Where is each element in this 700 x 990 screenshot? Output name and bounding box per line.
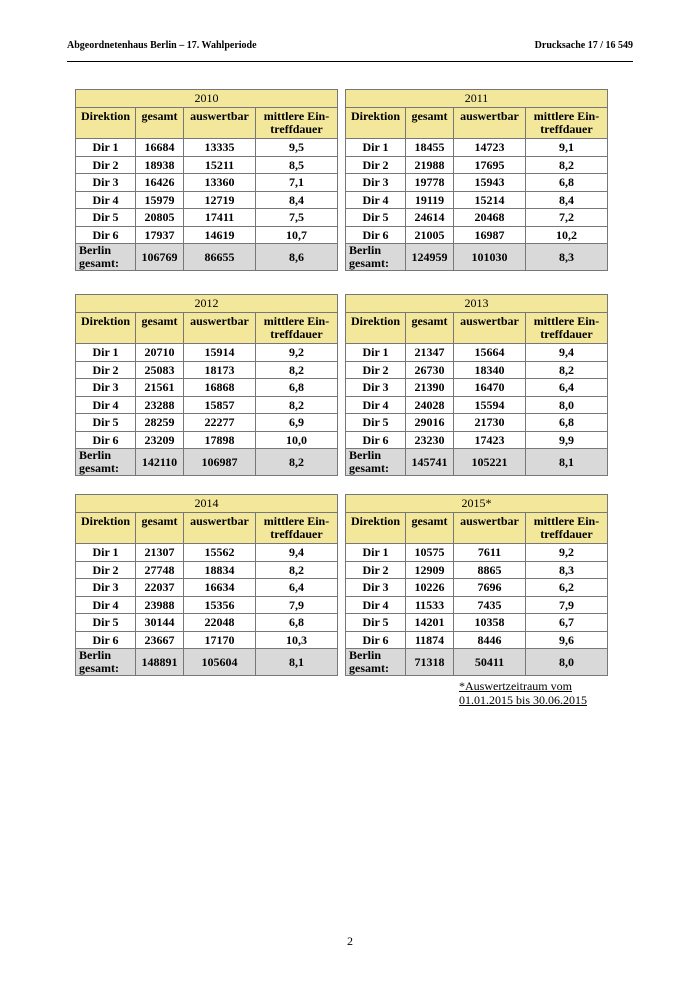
table-cell: 17898	[184, 431, 256, 449]
table-cell: 25083	[136, 361, 184, 379]
total-row	[346, 449, 608, 476]
table-cell: 6,9	[256, 414, 338, 432]
table-row	[76, 396, 338, 414]
table-cell: 19119	[406, 191, 454, 209]
table-cell: Dir 5	[76, 209, 136, 227]
table-row	[76, 209, 338, 227]
table-cell: 17695	[454, 156, 526, 174]
table-cell: 11533	[406, 596, 454, 614]
table-cell: 8,3	[526, 561, 608, 579]
table-cell: 18834	[184, 561, 256, 579]
table-row	[346, 379, 608, 397]
table-cell: 20805	[136, 209, 184, 227]
table-row	[346, 139, 608, 157]
footnote-line-1: *Auswertzeitraum vom	[459, 679, 572, 693]
table-cell: Dir 6	[76, 631, 136, 649]
column-header: auswertbar	[184, 313, 256, 344]
total-cell: 8,1	[526, 449, 608, 476]
column-header: gesamt	[136, 108, 184, 139]
table-row	[76, 544, 338, 562]
column-header: Direktion	[346, 108, 406, 139]
table-cell: 11874	[406, 631, 454, 649]
total-row	[346, 649, 608, 676]
table-row	[76, 361, 338, 379]
table-row	[76, 614, 338, 632]
table-cell: 8865	[454, 561, 526, 579]
table-cell: 6,8	[256, 379, 338, 397]
table-cell: Dir 2	[346, 156, 406, 174]
table-row	[346, 226, 608, 244]
total-cell: 101030	[454, 244, 526, 271]
table-row	[76, 579, 338, 597]
table-cell: 22048	[184, 614, 256, 632]
table-cell: 7435	[454, 596, 526, 614]
column-header: gesamt	[406, 313, 454, 344]
table-cell: 20468	[454, 209, 526, 227]
table-cell: 10575	[406, 544, 454, 562]
table-cell: 7,5	[256, 209, 338, 227]
table-cell: 10,7	[256, 226, 338, 244]
table-cell: Dir 5	[346, 614, 406, 632]
table-cell: 10,2	[526, 226, 608, 244]
table-row	[76, 139, 338, 157]
table-row	[346, 209, 608, 227]
table-cell: Dir 4	[76, 191, 136, 209]
table-cell: 6,8	[256, 614, 338, 632]
table-cell: 9,5	[256, 139, 338, 157]
table-cell: 8,2	[526, 156, 608, 174]
table-cell: 9,4	[256, 544, 338, 562]
table-cell: 21390	[406, 379, 454, 397]
table-cell: 13360	[184, 174, 256, 192]
column-header: auswertbar	[454, 108, 526, 139]
table-row	[76, 344, 338, 362]
total-cell: 124959	[406, 244, 454, 271]
table-cell: 21005	[406, 226, 454, 244]
table-year: 2014	[76, 495, 338, 513]
table-cell: 27748	[136, 561, 184, 579]
table-row	[346, 191, 608, 209]
table-year: 2011	[346, 90, 608, 108]
table-year: 2012	[76, 295, 338, 313]
total-cell: 106987	[184, 449, 256, 476]
total-row	[76, 244, 338, 271]
table-cell: Dir 5	[76, 614, 136, 632]
year-table	[75, 89, 338, 271]
table-cell: 10,3	[256, 631, 338, 649]
table-row	[346, 396, 608, 414]
table-cell: 7,1	[256, 174, 338, 192]
table-cell: Dir 6	[346, 431, 406, 449]
table-row	[346, 156, 608, 174]
table-row	[76, 431, 338, 449]
year-table	[75, 494, 338, 676]
table-cell: 21561	[136, 379, 184, 397]
table-cell: 23209	[136, 431, 184, 449]
table-cell: 9,2	[526, 544, 608, 562]
table-cell: Dir 6	[346, 226, 406, 244]
total-cell: 8,1	[256, 649, 338, 676]
table-cell: 30144	[136, 614, 184, 632]
column-header: mittlere Ein- treffdauer	[526, 313, 608, 344]
column-header: mittlere Ein- treffdauer	[256, 513, 338, 544]
table-cell: 14723	[454, 139, 526, 157]
table-cell: Dir 1	[346, 344, 406, 362]
column-header: Direktion	[76, 108, 136, 139]
table-cell: 15356	[184, 596, 256, 614]
table-cell: Dir 6	[76, 431, 136, 449]
column-header: Direktion	[76, 513, 136, 544]
total-row	[76, 649, 338, 676]
table-cell: Dir 5	[76, 414, 136, 432]
table-cell: Dir 4	[346, 191, 406, 209]
total-cell: 148891	[136, 649, 184, 676]
table-cell: 15214	[454, 191, 526, 209]
year-table	[345, 494, 608, 676]
table-cell: 6,4	[256, 579, 338, 597]
table-cell: Dir 5	[346, 414, 406, 432]
column-header: gesamt	[406, 108, 454, 139]
total-label: Berlin gesamt:	[346, 244, 406, 271]
table-cell: 7,9	[526, 596, 608, 614]
table-cell: 16987	[454, 226, 526, 244]
table-cell: 21347	[406, 344, 454, 362]
table-cell: 15664	[454, 344, 526, 362]
table-cell: 6,7	[526, 614, 608, 632]
table-row	[76, 191, 338, 209]
table-row	[76, 156, 338, 174]
column-header: auswertbar	[184, 513, 256, 544]
table-cell: 16470	[454, 379, 526, 397]
total-cell: 145741	[406, 449, 454, 476]
table-cell: 7,2	[526, 209, 608, 227]
table-cell: Dir 2	[76, 561, 136, 579]
table-cell: 12719	[184, 191, 256, 209]
table-cell: 17423	[454, 431, 526, 449]
table-cell: 15943	[454, 174, 526, 192]
table-cell: Dir 3	[346, 379, 406, 397]
table-cell: 8446	[454, 631, 526, 649]
total-cell: 71318	[406, 649, 454, 676]
table-cell: Dir 3	[76, 174, 136, 192]
table-cell: 23288	[136, 396, 184, 414]
column-header: Direktion	[346, 313, 406, 344]
header-rule	[67, 61, 633, 62]
table-cell: 21730	[454, 414, 526, 432]
table-row	[76, 379, 338, 397]
table-cell: Dir 2	[76, 156, 136, 174]
table-cell: 14619	[184, 226, 256, 244]
table-row	[346, 414, 608, 432]
table-cell: 8,2	[256, 561, 338, 579]
table-year: 2013	[346, 295, 608, 313]
total-label: Berlin gesamt:	[346, 449, 406, 476]
table-cell: Dir 2	[346, 561, 406, 579]
table-cell: 7696	[454, 579, 526, 597]
total-row	[76, 449, 338, 476]
table-row	[76, 561, 338, 579]
page-header	[67, 40, 633, 51]
total-row	[346, 244, 608, 271]
column-header: Direktion	[76, 313, 136, 344]
table-cell: Dir 1	[346, 139, 406, 157]
table-cell: 17411	[184, 209, 256, 227]
table-cell: Dir 4	[76, 396, 136, 414]
year-table	[345, 89, 608, 271]
table-cell: 9,9	[526, 431, 608, 449]
table-cell: 29016	[406, 414, 454, 432]
total-cell: 142110	[136, 449, 184, 476]
table-cell: 15594	[454, 396, 526, 414]
column-header: mittlere Ein- treffdauer	[526, 513, 608, 544]
table-cell: 17937	[136, 226, 184, 244]
table-cell: 15211	[184, 156, 256, 174]
table-cell: 23667	[136, 631, 184, 649]
footnote	[459, 679, 587, 707]
table-row	[346, 614, 608, 632]
table-year: 2010	[76, 90, 338, 108]
total-cell: 8,2	[256, 449, 338, 476]
table-row	[346, 579, 608, 597]
column-header: gesamt	[406, 513, 454, 544]
table-row	[76, 631, 338, 649]
table-cell: 10358	[454, 614, 526, 632]
table-row	[76, 596, 338, 614]
page-number: 2	[347, 934, 353, 948]
table-cell: 7,9	[256, 596, 338, 614]
table-cell: 23230	[406, 431, 454, 449]
year-table	[75, 294, 338, 476]
table-cell: Dir 1	[76, 344, 136, 362]
column-header: gesamt	[136, 313, 184, 344]
table-cell: 21307	[136, 544, 184, 562]
table-row	[346, 361, 608, 379]
table-cell: 18455	[406, 139, 454, 157]
table-row	[346, 561, 608, 579]
table-cell: 9,2	[256, 344, 338, 362]
table-row	[76, 174, 338, 192]
table-cell: Dir 5	[346, 209, 406, 227]
table-cell: 6,4	[526, 379, 608, 397]
total-cell: 106769	[136, 244, 184, 271]
table-cell: 16426	[136, 174, 184, 192]
table-cell: 10226	[406, 579, 454, 597]
table-cell: Dir 1	[346, 544, 406, 562]
table-row	[346, 431, 608, 449]
table-cell: 18938	[136, 156, 184, 174]
footnote-line-2: 01.01.2015 bis 30.06.2015	[459, 693, 588, 707]
table-cell: Dir 4	[76, 596, 136, 614]
column-header: auswertbar	[184, 108, 256, 139]
table-cell: 6,8	[526, 414, 608, 432]
table-cell: 8,2	[256, 396, 338, 414]
table-cell: 6,8	[526, 174, 608, 192]
table-cell: 19778	[406, 174, 454, 192]
table-row	[76, 414, 338, 432]
table-cell: 14201	[406, 614, 454, 632]
total-cell: 8,6	[256, 244, 338, 271]
table-cell: 22037	[136, 579, 184, 597]
table-cell: Dir 3	[76, 579, 136, 597]
table-row	[346, 544, 608, 562]
table-cell: 12909	[406, 561, 454, 579]
table-cell: 18173	[184, 361, 256, 379]
column-header: auswertbar	[454, 513, 526, 544]
table-cell: 23988	[136, 596, 184, 614]
table-cell: 13335	[184, 139, 256, 157]
table-cell: 16868	[184, 379, 256, 397]
table-cell: 9,4	[526, 344, 608, 362]
table-cell: Dir 3	[346, 174, 406, 192]
table-cell: 17170	[184, 631, 256, 649]
table-cell: 7611	[454, 544, 526, 562]
table-cell: 15562	[184, 544, 256, 562]
table-cell: 15914	[184, 344, 256, 362]
table-cell: 8,4	[256, 191, 338, 209]
total-cell: 86655	[184, 244, 256, 271]
table-cell: 6,2	[526, 579, 608, 597]
column-header: gesamt	[136, 513, 184, 544]
total-cell: 8,3	[526, 244, 608, 271]
table-cell: 8,2	[526, 361, 608, 379]
table-cell: 21988	[406, 156, 454, 174]
column-header: auswertbar	[454, 313, 526, 344]
table-cell: 8,5	[256, 156, 338, 174]
table-cell: Dir 6	[346, 631, 406, 649]
column-header: mittlere Ein- treffdauer	[256, 313, 338, 344]
table-cell: 24028	[406, 396, 454, 414]
total-label: Berlin gesamt:	[76, 244, 136, 271]
table-cell: Dir 2	[346, 361, 406, 379]
total-label: Berlin gesamt:	[76, 449, 136, 476]
table-cell: Dir 4	[346, 396, 406, 414]
table-cell: 20710	[136, 344, 184, 362]
column-header: mittlere Ein- treffdauer	[526, 108, 608, 139]
table-row	[346, 631, 608, 649]
total-cell: 105604	[184, 649, 256, 676]
table-cell: 9,6	[526, 631, 608, 649]
total-label: Berlin gesamt:	[346, 649, 406, 676]
table-cell: 22277	[184, 414, 256, 432]
table-row	[346, 174, 608, 192]
table-cell: 15857	[184, 396, 256, 414]
table-cell: 16684	[136, 139, 184, 157]
table-cell: 28259	[136, 414, 184, 432]
table-cell: Dir 3	[76, 379, 136, 397]
total-label: Berlin gesamt:	[76, 649, 136, 676]
table-cell: 26730	[406, 361, 454, 379]
table-cell: 9,1	[526, 139, 608, 157]
column-header: Direktion	[346, 513, 406, 544]
table-cell: 8,4	[526, 191, 608, 209]
table-cell: Dir 1	[76, 544, 136, 562]
year-table	[345, 294, 608, 476]
table-row	[346, 344, 608, 362]
table-row	[76, 226, 338, 244]
table-row	[346, 596, 608, 614]
table-cell: Dir 1	[76, 139, 136, 157]
table-cell: 10,0	[256, 431, 338, 449]
table-cell: 15979	[136, 191, 184, 209]
table-year: 2015*	[346, 495, 608, 513]
total-cell: 105221	[454, 449, 526, 476]
table-cell: Dir 6	[76, 226, 136, 244]
column-header: mittlere Ein- treffdauer	[256, 108, 338, 139]
table-cell: Dir 2	[76, 361, 136, 379]
table-cell: 18340	[454, 361, 526, 379]
table-cell: 24614	[406, 209, 454, 227]
table-cell: 8,2	[256, 361, 338, 379]
header-left: Abgeordnetenhaus Berlin – 17. Wahlperiode	[67, 40, 257, 51]
table-cell: Dir 3	[346, 579, 406, 597]
table-cell: Dir 4	[346, 596, 406, 614]
total-cell: 50411	[454, 649, 526, 676]
table-cell: 8,0	[526, 396, 608, 414]
header-right: Drucksache 17 / 16 549	[534, 40, 633, 51]
total-cell: 8,0	[526, 649, 608, 676]
table-cell: 16634	[184, 579, 256, 597]
